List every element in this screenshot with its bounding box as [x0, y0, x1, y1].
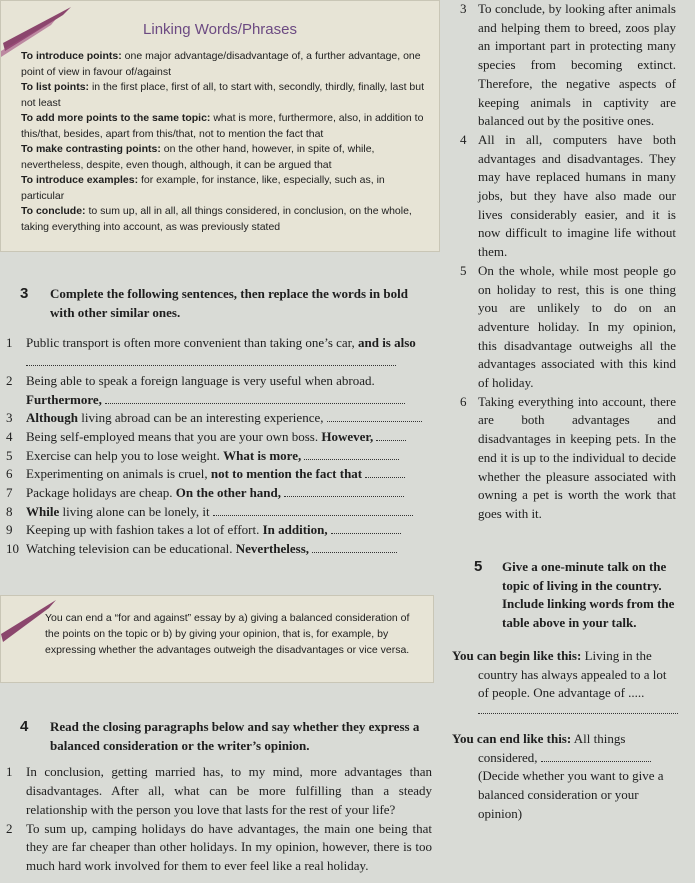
exercise-instruction: Read the closing paragraphs below and say whether they express a balanced consideration or the writer’s opinion. — [50, 719, 420, 753]
answer-line[interactable] — [304, 449, 399, 460]
end-note: (Decide whether you want to give a balanced consideration or your opinion) — [478, 768, 664, 821]
linking-row: To add more points to the same topic: what is more, furthermore, also, in addition to this/that, besides, apart from this/that, not to mention the fact that — [21, 112, 424, 140]
answer-line[interactable] — [331, 523, 401, 534]
list-item: 2 Being able to speak a foreign language is very useful when abroad. Furthermore, — [0, 372, 432, 409]
right-column-items — [458, 0, 676, 524]
tip-box — [0, 595, 434, 683]
answer-line[interactable] — [105, 393, 405, 404]
answer-line[interactable] — [376, 430, 406, 441]
list-item: 4 Being self-employed means that you are your own boss. However, — [0, 428, 432, 447]
exercise-instruction: Complete the following sentences, then replace the words in bold with other similar ones. — [50, 286, 408, 320]
answer-line[interactable] — [365, 467, 405, 478]
exercise-number: 3 — [20, 285, 29, 302]
answer-line[interactable] — [327, 411, 422, 422]
linking-row: To conclude: to sum up, all in all, all things considered, in conclusion, on the whole, taking everything into account, as was previously stated — [21, 205, 412, 233]
exercise-3-items — [0, 334, 432, 558]
exercise-number: 5 — [474, 558, 483, 575]
linking-row: To make contrasting points: on the other hand, however, in spite of, while, nevertheless, despite, even though, although, it can be argued that — [21, 143, 375, 171]
exercise-3 — [0, 285, 432, 559]
list-item: 3 Although living abroad can be an interesting experience, — [0, 409, 432, 428]
linking-row: To introduce examples: for example, for instance, like, especially, such as, in particular — [21, 174, 385, 202]
list-item: 9 Keeping up with fashion takes a lot of effort. In addition, — [0, 521, 432, 540]
answer-line[interactable] — [541, 751, 651, 762]
exercise-number: 4 — [20, 718, 29, 735]
tip-text: You can end a “for and against” essay by a) giving a balanced consideration of the points on the topic or b) by giving your opinion, that is, for example, by expressing whether the advantages outweigh the disadvantages or vice versa. — [45, 612, 410, 656]
linking-words-list — [21, 49, 427, 235]
linking-words-title: Linking Words/Phrases — [143, 21, 297, 38]
list-item: 4 All in all, computers have both advantages and disadvantages. They may have replaced humans in many jobs, but they have also made our lives considerably easier, and it is now difficult to imagine life without them. — [460, 131, 676, 260]
answer-line[interactable] — [312, 542, 397, 553]
begin-prompt: You can begin like this: Living in the country has always appealed to a lot of people. One advantage of ..... — [452, 647, 667, 701]
exercise-3-heading — [0, 285, 432, 322]
list-item: 5 Exercise can help you to lose weight. What is more, — [0, 447, 432, 466]
list-item: 5 On the whole, while most people go on holiday to rest, this is one thing you are unlikely to do on an adventure holiday. In my opinion, this disadvantage outweighs all the advantages associated with this kind of holiday. — [460, 262, 676, 391]
list-item: 1 Public transport is often more convenient than taking one’s car, and is also — [0, 334, 432, 371]
answer-line[interactable] — [213, 505, 413, 516]
list-item: 8 While living alone can be lonely, it — [0, 503, 432, 522]
list-item: 10 Watching television can be educational. Nevertheless, — [0, 540, 432, 559]
list-item: 7 Package holidays are cheap. On the other hand, — [0, 484, 432, 503]
linking-row: To introduce points: one major advantage/disadvantage of, a further advantage, one point of view in favour of/against — [21, 50, 421, 78]
list-item: 6 Experimenting on animals is cruel, not to mention the fact that — [0, 465, 432, 484]
answer-line[interactable] — [26, 355, 396, 366]
list-item: 6 Taking everything into account, there are both advantages and disadvantages in keeping pets. In the end it is up to the individual to decide whether the pleasure associated with owning a pet is worth the work that goes with it. — [460, 393, 676, 521]
list-item: 3 To conclude, by looking after animals and helping them to breed, zoos play an important part in protecting many species from becoming extinct. Therefore, the negative aspects of keeping animals in captivity are balanced out by the positive ones. — [460, 1, 676, 129]
linking-row: To list points: in the first place, first of all, to start with, secondly, thirdly, finally, last but not least — [21, 81, 425, 109]
exercise-5 — [452, 558, 678, 823]
exercise-instruction: Give a one-minute talk on the topic of living in the country. Include linking words from the table above in your talk. — [502, 559, 675, 631]
exercise-5-heading — [452, 558, 678, 633]
list-item: 1 In conclusion, getting married has, to my mind, more advantages than disadvantages. After all, what can be more fulfilling than a steady relationship with the person you love that lasts for the rest of your life? — [6, 764, 432, 817]
answer-line[interactable] — [284, 486, 404, 497]
exercise-4-heading — [0, 718, 432, 755]
exercise-4 — [0, 718, 432, 876]
end-prompt: You can end like this: All things considered, — [452, 730, 678, 767]
list-item: 2 To sum up, camping holidays do have advantages, the main one being that they are far cheaper than other holidays. In my opinion, however, there is too much hard work involved for them to ever feel like a real holiday. — [6, 820, 432, 873]
linking-words-box — [0, 0, 440, 252]
